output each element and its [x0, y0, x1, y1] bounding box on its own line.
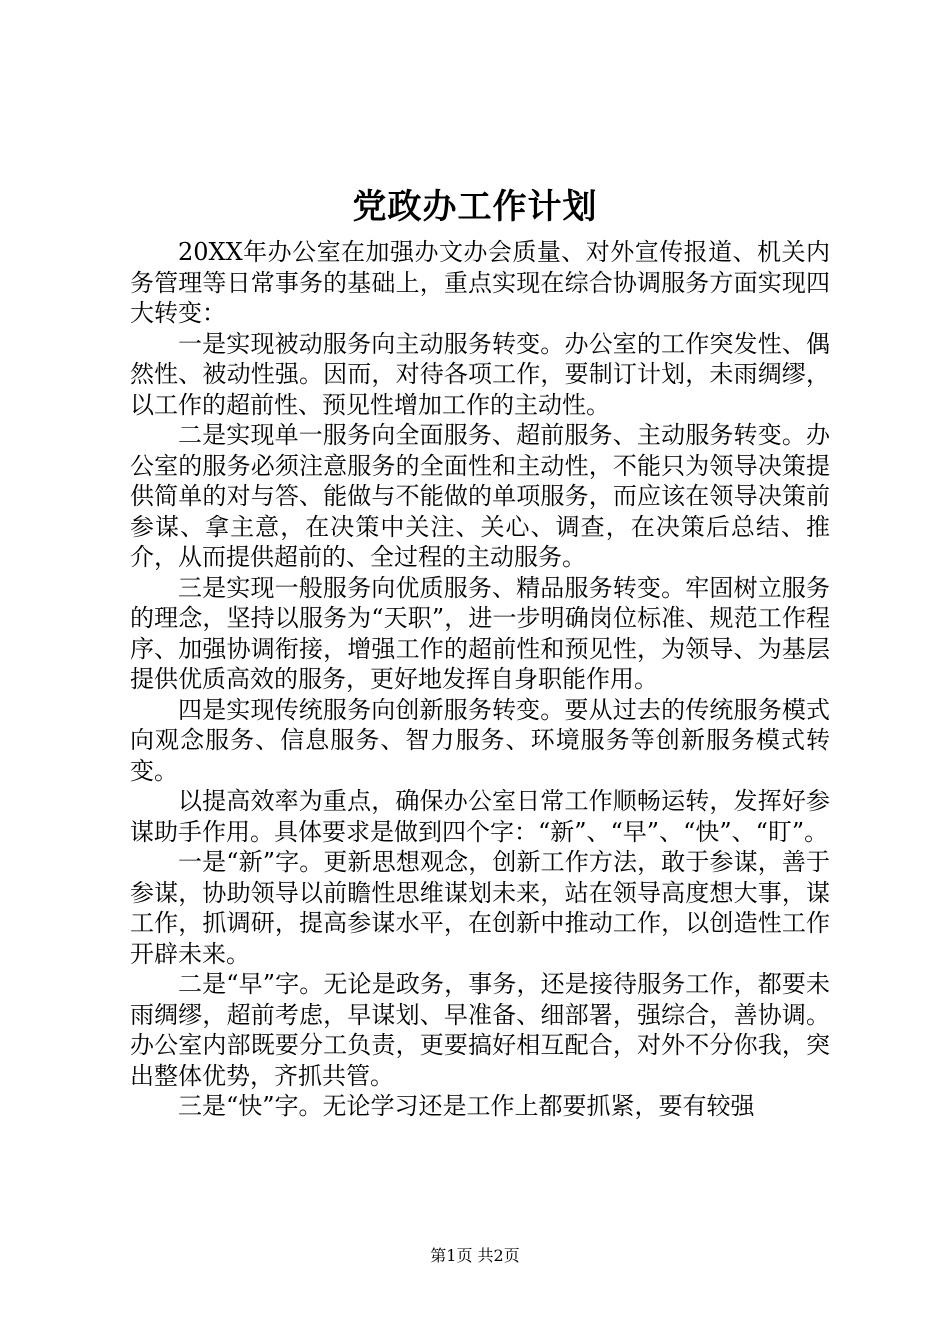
- paragraph-change-4: 四是实现传统服务向创新服务转变。要从过去的传统服务模式向观念服务、信息服务、智力服务、环境服务等创新服务模式转变。: [130, 695, 830, 785]
- page-footer: 第1页 共2页: [430, 1246, 520, 1265]
- paragraph-kuai: 三是“快”字。无论学习还是工作上都要抓紧，要有较强: [178, 1092, 755, 1120]
- paragraph-change-2: 二是实现单一服务向全面服务、超前服务、主动服务转变。办公室的服务必须注意服务的全面性和主动性，不能只为领导决策提供简单的对与答、能做与不能做的单项服务，而应该在领导决策前参谋、拿主意，在决策中关注、关心、调查，在决策后总结、推介，从而提供超前的、全过程的主动服务。: [130, 421, 830, 571]
- paragraph-zao: 二是“早”字。无论是政务，事务，还是接待服务工作，都要未雨绸缪，超前考虑，早谋划、早准备、细部署，强综合，善协调。办公室内部既要分工负责，更要搞好相互配合，对外不分你我，突出整体优势，齐抓共管。: [130, 970, 830, 1090]
- document-title: 党政办工作计划: [352, 187, 598, 227]
- document-body: [130, 237, 830, 1122]
- paragraph-change-3: 三是实现一般服务向优质服务、精品服务转变。牢固树立服务的理念，坚持以服务为“天职”，进一步明确岗位标准、规范工作程序、加强协调衔接，增强工作的超前性和预见性，为领导、为基层提供优质高效的服务，更好地发挥自身职能作用。: [130, 573, 830, 693]
- paragraph-change-1: 一是实现被动服务向主动服务转变。办公室的工作突发性、偶然性、被动性强。因而，对待各项工作，要制订计划，未雨绸缪，以工作的超前性、预见性增加工作的主动性。: [130, 329, 830, 419]
- paragraph-intro: 20XX年办公室在加强办文办会质量、对外宣传报道、机关内务管理等日常事务的基础上，重点实现在综合协调服务方面实现四大转变：: [130, 238, 830, 327]
- paragraph-xin: 一是“新”字。更新思想观念，创新工作方法，敢于参谋，善于参谋，协助领导以前瞻性思维谋划未来，站在领导高度想大事，谋工作，抓调研，提高参谋水平，在创新中推动工作，以创造性工作开辟未来。: [130, 848, 830, 968]
- paragraph-efficiency: 以提高效率为重点，确保办公室日常工作顺畅运转，发挥好参谋助手作用。具体要求是做到四个字：“新”、“早”、“快”、“盯”。: [130, 787, 830, 846]
